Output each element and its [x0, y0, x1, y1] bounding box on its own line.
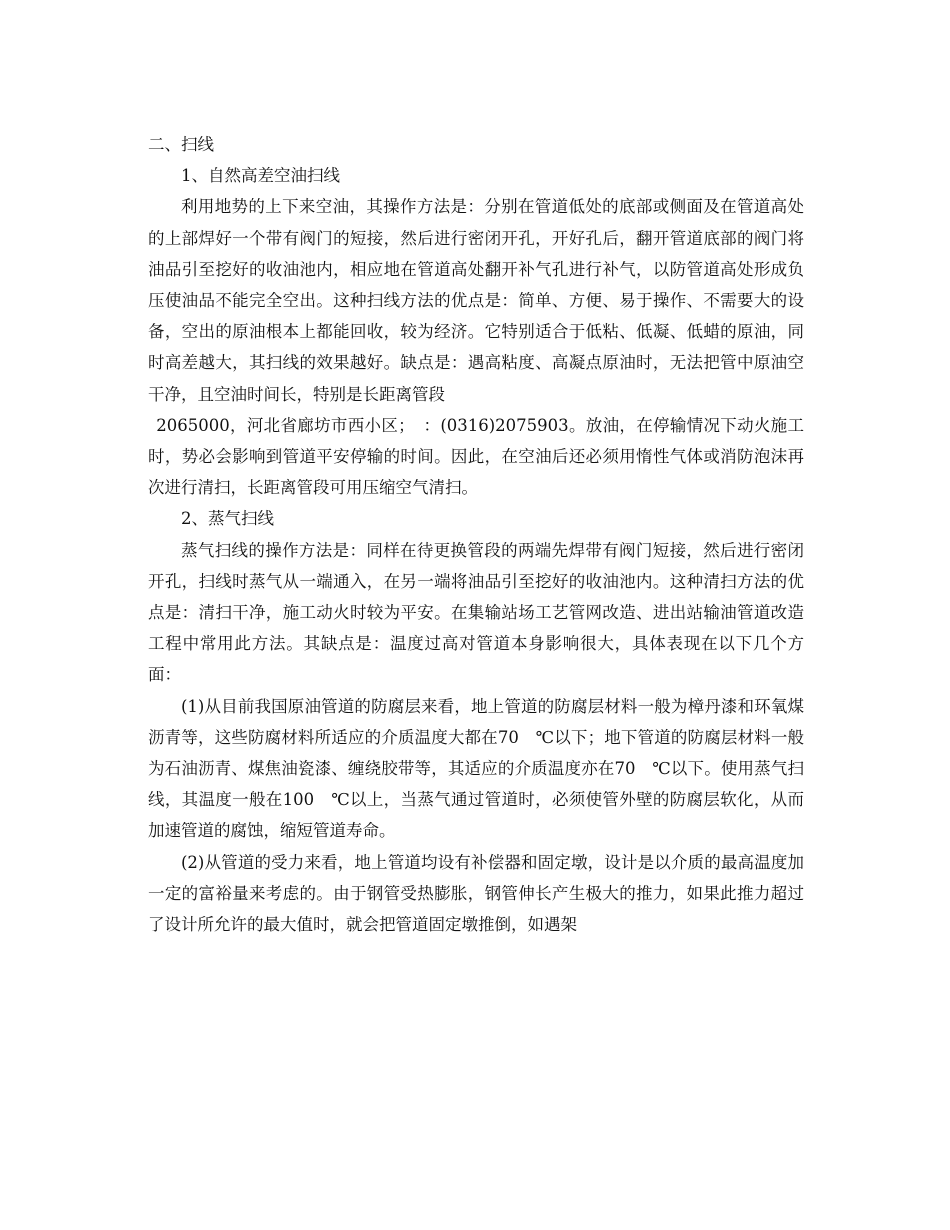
section-title: 二、扫线	[148, 135, 214, 154]
paragraph-address-and-continuation: 2065000，河北省廊坊市西小区； ：(0316)2075903。放油，在停输情况下动火施工时，势必会影响到管道平安停输的时间。因此，在空油后还必须用惰性气体或消防泡沫再次进行清扫，长距离管段可用压缩空气清扫。	[148, 415, 804, 498]
subsection-title-natural-drain: 1、自然高差空油扫线	[181, 166, 340, 186]
subsection-title-steam-sweep: 2、蒸气扫线	[181, 509, 274, 529]
paragraph-natural-drain-method: 利用地势的上下来空油，其操作方法是：分别在管道低处的底部或侧面及在管道高处的上部焊好一个带有阀门的短接，然后进行密闭开孔，开好孔后，翻开管道底部的阀门将油品引至挖好的收油池内，相应地在管道高处翻开补气孔进行补气，以防管道高处形成负压使油品不能完全空出。这种扫线方法的优点是：简单、方便、易于操作、不需要大的设备，空出的原油根本上都能回收，较为经济。它特别适合于低粘、低凝、低蜡的原油，同时高差越大，其扫线的效果越好。缺点是：遇高粘度、高凝点原油时，无法把管中原油空干净，且空油时间长，特别是长距离管段	[148, 197, 804, 404]
paragraph-steam-sweep-method: 蒸气扫线的操作方法是：同样在待更换管段的两端先焊带有阀门短接，然后进行密闭开孔，扫线时蒸气从一端通入，在另一端将油品引至挖好的收油池内。这种清扫方法的优点是：清扫干净，施工动火时较为平安。在集输站场工艺管网改造、进出站输油管道改造工程中常用此方法。其缺点是：温度过高对管道本身影响很大，具体表现在以下几个方面：	[148, 540, 804, 685]
paragraph-point-1-coating: (1)从目前我国原油管道的防腐层来看，地上管道的防腐层材料一般为樟丹漆和环氧煤沥青等，这些防腐材料所适应的介质温度大都在70 ℃以下；地下管道的防腐层材料一般为石油沥青、煤焦油瓷漆、缠绕胶带等，其适应的介质温度亦在70 ℃以下。使用蒸气扫线，其温度一般在100 ℃以上，当蒸气通过管道时，必须使管外壁的防腐层软化，从而加速管道的腐蚀，缩短管道寿命。	[148, 696, 804, 841]
document-body	[148, 129, 804, 940]
paragraph-point-2-stress: (2)从管道的受力来看，地上管道均设有补偿器和固定墩，设计是以介质的最高温度加一定的富裕量来考虑的。由于钢管受热膨胀，钢管伸长产生极大的推力，如果此推力超过了设计所允许的最大值时，就会把管道固定墩推倒，如遇架	[148, 852, 804, 935]
